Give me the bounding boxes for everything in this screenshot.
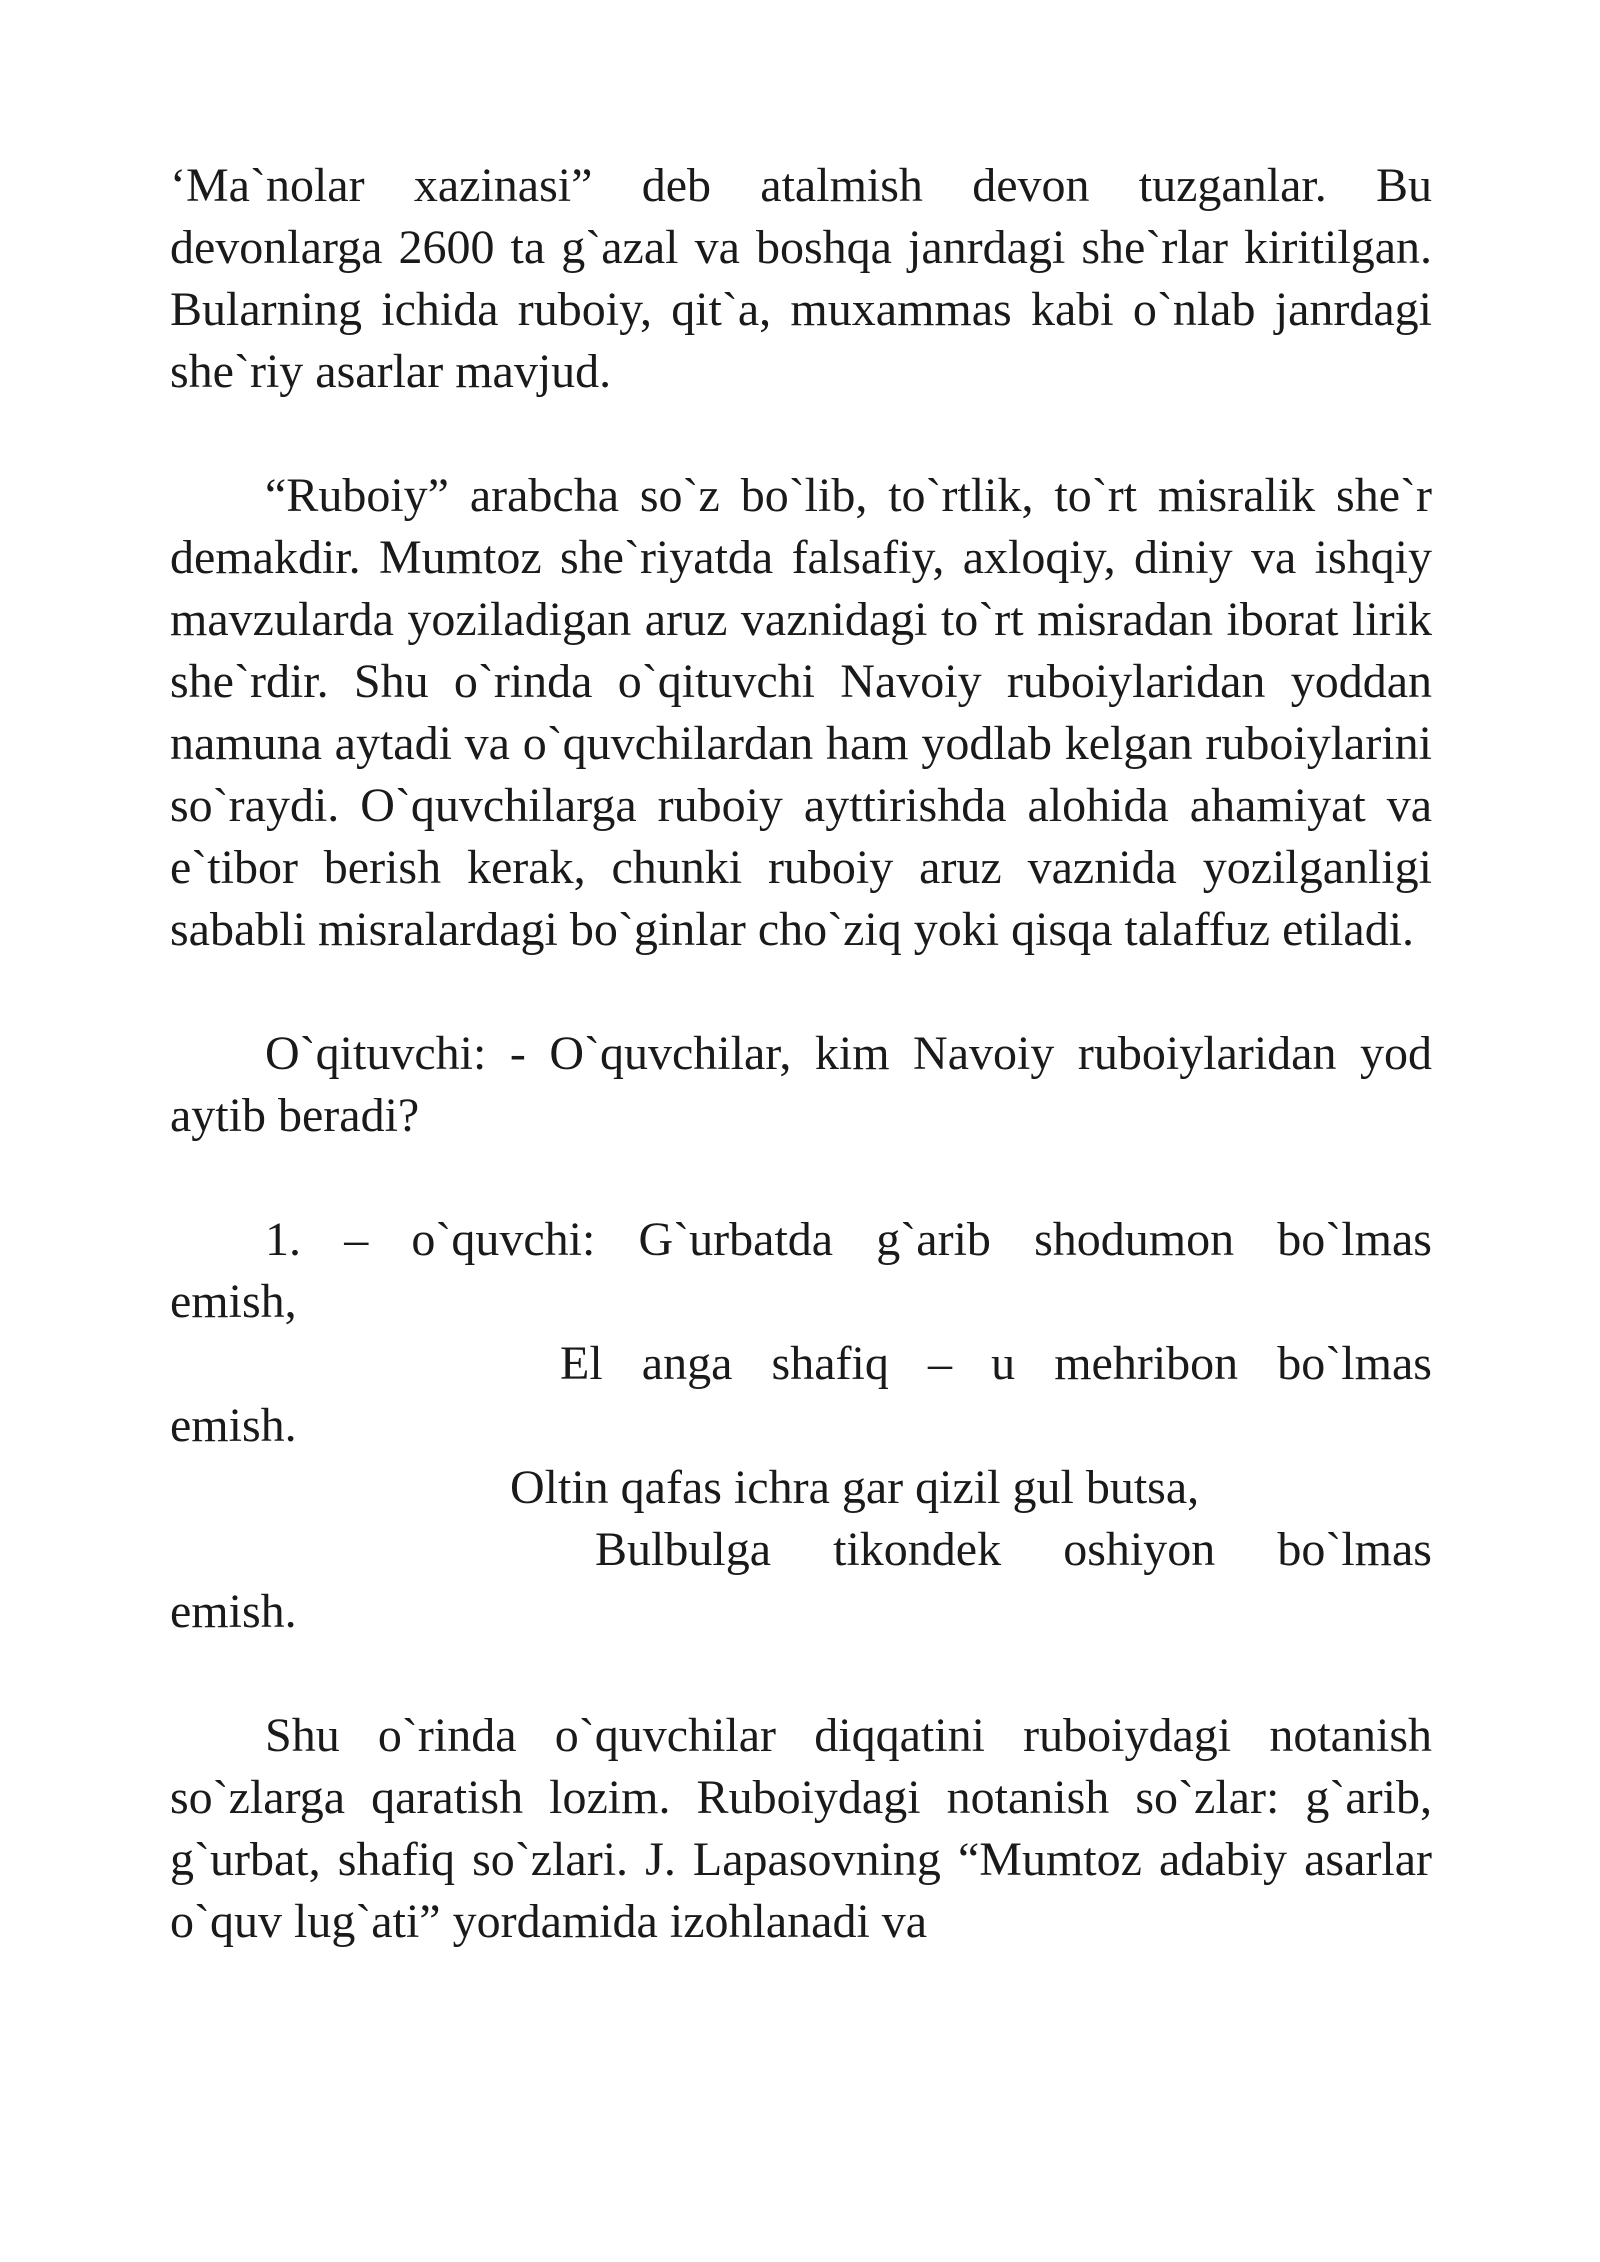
poem-line-1 [170,1209,1432,1271]
poem-line-4 [170,1519,1432,1581]
poem-word: g`arib [876,1213,991,1266]
poem-line-1-wrap: emish, [170,1275,297,1328]
paragraph-teacher-question: O`qituvchi: - O`quvchilar, kim Navoiy ruboiylaridan yod aytib beradi? [170,1027,1432,1142]
poem-word: – [344,1213,369,1266]
paragraph-vocabulary: Shu o`rinda o`quvchilar diqqatini ruboiydagi notanish so`zlarga qaratish lozim. Ruboiydagi notanish so`zlar: g`arib, g`urbat, shafiq so`zlari. J. Lapasovning “Mumtoz adabiy asarlar o`quv lug`ati” yordamida izohlanadi va [170,1709,1432,1948]
poem-word: bo`lmas [1277,1213,1432,1266]
poem-word: mehribon [1054,1337,1239,1390]
paragraph-gap [170,1147,1432,1209]
poem-word: oshiyon [1063,1523,1216,1576]
document-page [170,155,1432,1953]
paragraph-gap [170,1643,1432,1705]
poem-word: Bulbulga [595,1523,771,1576]
paragraph-gap [170,961,1432,1023]
poem-word: 1. [265,1213,301,1266]
poem-word: bo`lmas [1277,1337,1432,1390]
poem-word: shafiq [771,1337,889,1390]
poem-line-2-wrap: emish. [170,1399,297,1452]
paragraph-ruboiy-definition: “Ruboiy” arabcha so`z bo`lib, to`rtlik, to`rt misralik she`r demakdir. Mumtoz she`riyatda falsafiy, axloqiy, diniy va ishqiy mavzularda yoziladigan aruz vaznidagi to`rt misradan iborat lirik she`rdir. Shu o`rinda o`qituvchi Navoiy ruboiylaridan yoddan namuna aytadi va o`quvchilardan ham yodlab kelgan ruboiylarini so`raydi. O`quvchilarga ruboiy ayttirishda alohida ahamiyat va e`tibor berish kerak, chunki ruboiy aruz vaznida yozilganligi sababli misralardagi bo`ginlar cho`ziq yoki qisqa talaffuz etiladi. [170,469,1432,956]
poem-word: u [991,1337,1016,1390]
poem-word: G`urbatda [638,1213,834,1266]
paragraph-intro: ‘Ma`nolar xazinasi” deb atalmish devon tuzganlar. Bu devonlarga 2600 ta g`azal va boshqa janrdagi she`rlar kiritilgan. Bularning ichida ruboiy, qit`a, muxammas kabi o`nlab janrdagi she`riy asarlar mavjud. [170,159,1432,398]
poem-line-2 [170,1333,1432,1395]
poem-word: El [560,1337,603,1390]
poem-word: bo`lmas [1277,1523,1432,1576]
poem-word: tikondek [833,1523,1002,1576]
poem-word: o`quvchi: [411,1213,596,1266]
poem-word: shodumon [1034,1213,1235,1266]
paragraph-gap [170,403,1432,465]
poem-word: – [927,1337,952,1390]
poem-block [170,1209,1432,1643]
poem-line-3: Oltin qafas ichra gar qizil gul butsa, [510,1461,1200,1514]
poem-line-4-wrap: emish. [170,1585,297,1638]
poem-word: anga [641,1337,733,1390]
